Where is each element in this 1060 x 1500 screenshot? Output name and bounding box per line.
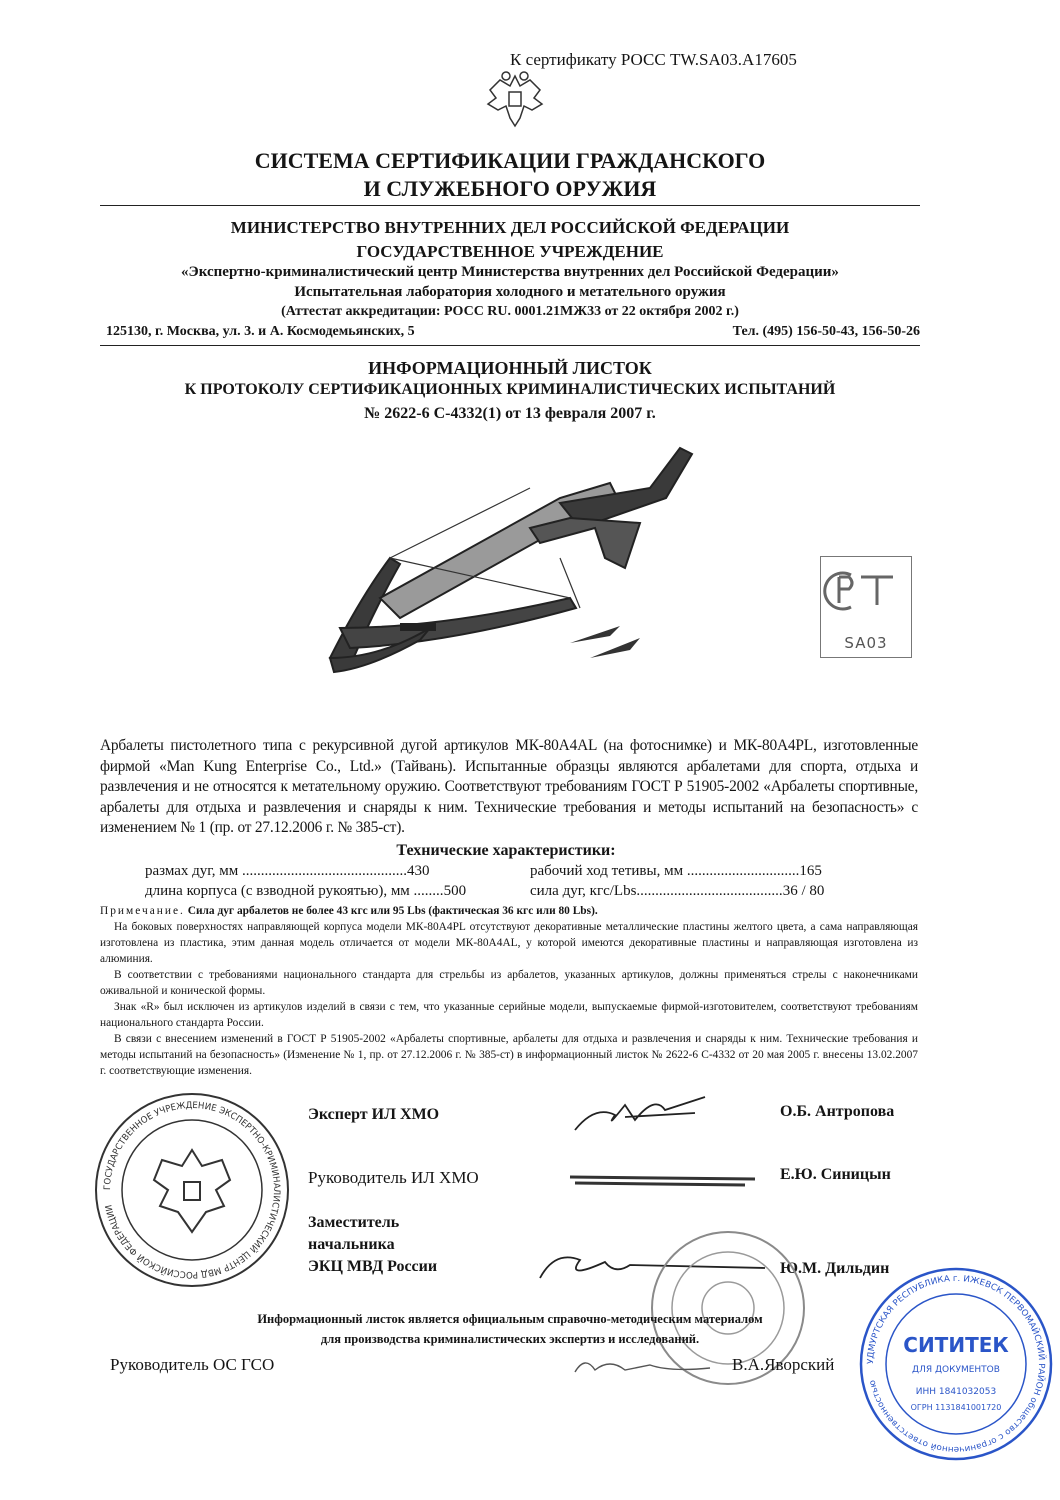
system-title-line2: И СЛУЖЕБНОГО ОРУЖИЯ <box>363 176 657 201</box>
note-paragraph: В связи с внесением изменений в ГОСТ Р 51905-2002 «Арбалеты спортивные, арбалеты для отдыха и развлечения и снаряды к ним. Технические требования и методы испытаний на безопасность» (Изменение № 1, пр. от 27.12.2006 г. № 385-ст) в информационный листок № 2622-6 С-4332 от 20 мая 2005 г. внесены 13.02.2007 г. соответствующие изменения. <box>100 1033 918 1077</box>
document-number: № 2622-6 С-4332(1) от 13 февраля 2007 г. <box>364 405 656 422</box>
product-description: Арбалеты пистолетного типа с рекурсивной дугой артикулов МК-80А4AL (на фотоснимке) и МК-80А4PL, изготовленные фирмой «Man Kung Enterprise Co., Ltd.» (Тайвань). Испытанные образцы являются арбалетами для спорта, отдыха и развлечения и не относятся к метательному оружию. Соответствуют требованиям ГОСТ Р 51905-2002 «Арбалеты спортивные, арбалеты для отдыха и развлечения и снаряды к ним. Технические требования и методы испытаний на безопасность» с изменением № 1 (пр. от 27.12.2006 г. № 385-ст). <box>100 737 918 836</box>
divider <box>100 205 920 206</box>
phone: Тел. (495) 156-50-43, 156-50-26 <box>732 324 920 339</box>
seal-ring-text: ГОСУДАРСТВЕННОЕ УЧРЕЖДЕНИЕ ЭКСПЕРТНО-КРИМИНАЛИСТИЧЕСКИЙ ЦЕНТР МВД РОССИЙСКОЙ ФЕДЕРАЦИИ <box>102 1100 282 1280</box>
os-head-name: В.А.Яворский <box>732 1355 835 1374</box>
specs-heading: Технические характеристики: <box>396 842 616 859</box>
spec-row <box>145 863 430 880</box>
document-title: ИНФОРМАЦИОННЫЙ ЛИСТОК <box>368 358 652 378</box>
certificate-reference: К сертификату РОСС TW.SA03.A17605 <box>510 50 797 69</box>
system-title-line1: СИСТЕМА СЕРТИФИКАЦИИ ГРАЖДАНСКОГО <box>254 148 766 173</box>
spec-label: сила дуг, кгс/Lbs....................................... <box>530 883 783 899</box>
handwritten-signature <box>570 1350 720 1380</box>
signature-role: Руководитель ИЛ ХМО <box>308 1168 479 1187</box>
note-label: Примечание. <box>100 905 185 917</box>
stamp-ogrn: ОГРН 1131841001720 <box>910 1403 1002 1412</box>
institution-type: ГОСУДАРСТВЕННОЕ УЧРЕЖДЕНИЕ <box>356 242 664 261</box>
spec-row <box>145 883 466 900</box>
address: 125130, г. Москва, ул. 3. и А. Космодемьянских, 5 <box>106 324 415 339</box>
pct-certification-mark <box>820 556 912 658</box>
stamp-purpose: ДЛЯ ДОКУМЕНТОВ <box>912 1365 1000 1375</box>
os-head-role: Руководитель ОС ГСО <box>110 1355 275 1374</box>
spec-value: 165 <box>799 863 822 879</box>
signature-role: Эксперт ИЛ ХМО <box>308 1106 440 1123</box>
spec-value: 430 <box>407 863 430 879</box>
laboratory-name: Испытательная лаборатория холодного и метательного оружия <box>294 284 726 300</box>
pct-code: SA03 <box>844 634 888 652</box>
spec-value: 36 / 80 <box>782 883 825 899</box>
signature-role: ЭКЦ МВД России <box>308 1258 438 1275</box>
signer-name: Ю.М. Дильдин <box>780 1260 890 1277</box>
blue-company-stamp <box>858 1266 1054 1462</box>
signer-name: О.Б. Антропова <box>780 1103 895 1120</box>
spec-label: рабочий ход тетивы, мм .............................. <box>530 863 800 879</box>
spec-label: размах дуг, мм ............................................ <box>145 863 407 879</box>
note-paragraph: Знак «R» был исключен из артикулов изделий в связи с тем, что указанные серийные модели, выпускаемые фирмой-изготовителем, соответствуют требованиям национального стандарта России. <box>100 1001 918 1029</box>
note-paragraph: На боковых поверхностях направляющей корпуса модели МК-80А4PL отсутствуют декоративные металлические пластины желтого цвета, а сама направляющая изготовлена из пластика, этим данная модель отличается от модели МК-80А4AL, у которой имеются декоративные пластины и направляющая изготовлена из алюминия. <box>100 921 918 965</box>
footer-line1: Информационный листок является официальным справочно-методическим материалом <box>257 1312 763 1326</box>
spec-value: 500 <box>443 883 467 899</box>
handwritten-signature <box>565 1085 715 1140</box>
svg-text:ГОСУДАРСТВЕННОЕ УЧРЕЖДЕНИЕ ЭКС <box>103 1101 281 1279</box>
ministry-name: МИНИСТЕРСТВО ВНУТРЕННИХ ДЕЛ РОССИЙСКОЙ ФЕДЕРАЦИИ <box>230 218 790 237</box>
stamp-ring-text: УДМУРТСКАЯ РЕСПУБЛИКА г. ИЖЕВСК ПЕРВОМАЙСКИЙ РАЙОН общество с ограниченной ответственностью <box>865 1273 1047 1455</box>
handwritten-signature <box>565 1165 765 1195</box>
stamp-inn: ИНН 1841032053 <box>915 1387 997 1397</box>
divider <box>100 345 920 346</box>
pct-logo-icon <box>821 557 911 625</box>
spec-row <box>530 863 822 880</box>
signer-name: Е.Ю. Синицын <box>780 1166 891 1183</box>
coat-of-arms-emblem <box>482 68 548 132</box>
signature-role: начальника <box>308 1236 395 1253</box>
spec-row <box>530 883 824 900</box>
footer-line2: для производства криминалистических экспертиз и исследований. <box>320 1332 700 1346</box>
stamp-company-name: СИТИТЕК <box>903 1333 1009 1357</box>
note-line <box>100 903 918 919</box>
crossbow-photo <box>320 428 710 728</box>
note-paragraph: В соответствии с требованиями национального стандарта для стрельбы из арбалетов, указанных артикулов, должны применяться стрелы с наконечниками оживальной и конической формы. <box>100 969 918 997</box>
accreditation: (Аттестат аккредитации: РОСС RU. 0001.21МЖ33 от 22 октября 2002 г.) <box>281 304 739 319</box>
signature-role: Заместитель <box>308 1214 400 1231</box>
notes-block <box>100 903 918 1079</box>
svg-text:УДМУРТСКАЯ РЕСПУБЛИКА г. ИЖЕВС <box>866 1274 1048 1454</box>
document-subtitle: К ПРОТОКОЛУ СЕРТИФИКАЦИОННЫХ КРИМИНАЛИСТИЧЕСКИХ ИСПЫТАНИЙ <box>184 381 836 398</box>
spec-label: длина корпуса (с взводной рукоятью), мм ........ <box>145 883 444 899</box>
official-round-seal <box>92 1090 292 1290</box>
note-text: Сила дуг арбалетов не более 43 кгс или 95 Lbs (фактическая 36 кгс или 80 Lbs). <box>187 905 598 917</box>
institution-name: «Экспертно-криминалистический центр Министерства внутренних дел Российской Федерации» <box>181 264 839 280</box>
